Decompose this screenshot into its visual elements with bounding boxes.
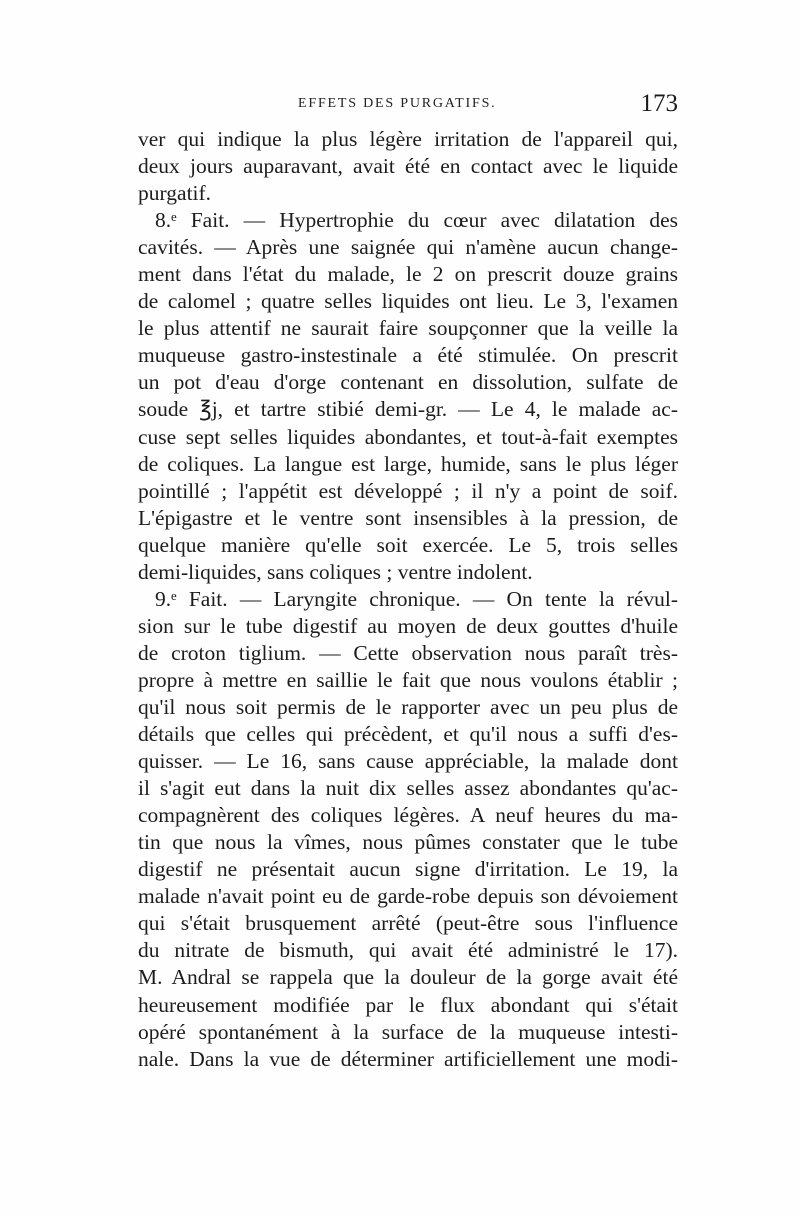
text-line: purgatif.: [138, 181, 212, 206]
text-line: quisser. — Le 16, sans cause appréciable, la malade dont: [138, 749, 678, 774]
text-line: un pot d'eau d'orge contenant en dissolution, sulfate de: [138, 370, 678, 395]
text-line: de coliques. La langue est large, humide, sans le plus léger: [138, 451, 678, 476]
text-line: ment dans l'état du malade, le 2 on prescrit douze grains: [138, 262, 678, 287]
text-line: cavités. — Après une saignée qui n'amène aucun change-: [138, 235, 678, 260]
text-line: de croton tiglium. — Cette observation nous paraît très-: [138, 640, 678, 665]
text-line: L'épigastre et le ventre sont insensibles à la pression, de: [138, 505, 678, 530]
text-line: heureusement modifiée par le flux abondant qui s'était: [138, 992, 678, 1017]
text-line: 9.ᵉ Fait. — Laryngite chronique. — On tente la révul-: [155, 586, 678, 611]
text-line: quelque manière qu'elle soit exercée. Le 5, trois selles: [138, 532, 678, 557]
running-title: EFFETS DES PURGATIFS.: [298, 96, 497, 111]
page-header: [138, 90, 678, 120]
text-line: de calomel ; quatre selles liquides ont lieu. Le 3, l'examen: [138, 289, 678, 314]
text-line: qu'il nous soit permis de le rapporter avec un peu plus de: [138, 694, 678, 719]
text-line: pointillé ; l'appétit est développé ; il n'y a point de soif.: [138, 478, 678, 503]
text-line: détails que celles qui précèdent, et qu'il nous a suffi d'es-: [138, 722, 678, 747]
text-line: qui s'était brusquement arrêté (peut-être sous l'influence: [138, 911, 678, 936]
text-line: sion sur le tube digestif au moyen de deux gouttes d'huile: [138, 613, 678, 638]
text-line: soude ℥j, et tartre stibié demi-gr. — Le 4, le malade ac-: [138, 397, 678, 422]
text-line: M. Andral se rappela que la douleur de la gorge avait été: [138, 965, 678, 990]
text-line: deux jours auparavant, avait été en contact avec le liquide: [138, 154, 678, 179]
text-line: 8.ᵉ Fait. — Hypertrophie du cœur avec dilatation des: [155, 208, 678, 233]
text-line: ver qui indique la plus légère irritation de l'appareil qui,: [138, 127, 678, 151]
text-line: malade n'avait point eu de garde-robe depuis son dévoiement: [138, 884, 678, 909]
text-line: compagnèrent des coliques légères. A neuf heures du ma-: [138, 803, 678, 828]
text-line: tin que nous la vîmes, nous pûmes constater que le tube: [138, 830, 678, 855]
text-line: il s'agit eut dans la nuit dix selles assez abondantes qu'ac-: [138, 776, 678, 801]
text-line: du nitrate de bismuth, qui avait été administré le 17).: [138, 938, 678, 963]
text-line: digestif ne présentait aucun signe d'irritation. Le 19, la: [138, 857, 678, 882]
page-number: 173: [640, 90, 678, 117]
text-line: le plus attentif ne saurait faire soupçonner que la veille la: [138, 316, 678, 341]
text-line: muqueuse gastro-instestinale a été stimulée. On prescrit: [138, 343, 678, 368]
text-line: nale. Dans la vue de déterminer artificiellement une modi-: [138, 1046, 678, 1071]
text-line: opéré spontanément à la surface de la muqueuse intesti-: [138, 1019, 678, 1044]
text-line: cuse sept selles liquides abondantes, et tout-à-fait exemptes: [138, 424, 678, 449]
text-line: demi-liquides, sans coliques ; ventre indolent.: [138, 559, 533, 584]
body-text: [138, 126, 678, 1073]
text-line: propre à mettre en saillie le fait que nous voulons établir ;: [138, 667, 678, 692]
